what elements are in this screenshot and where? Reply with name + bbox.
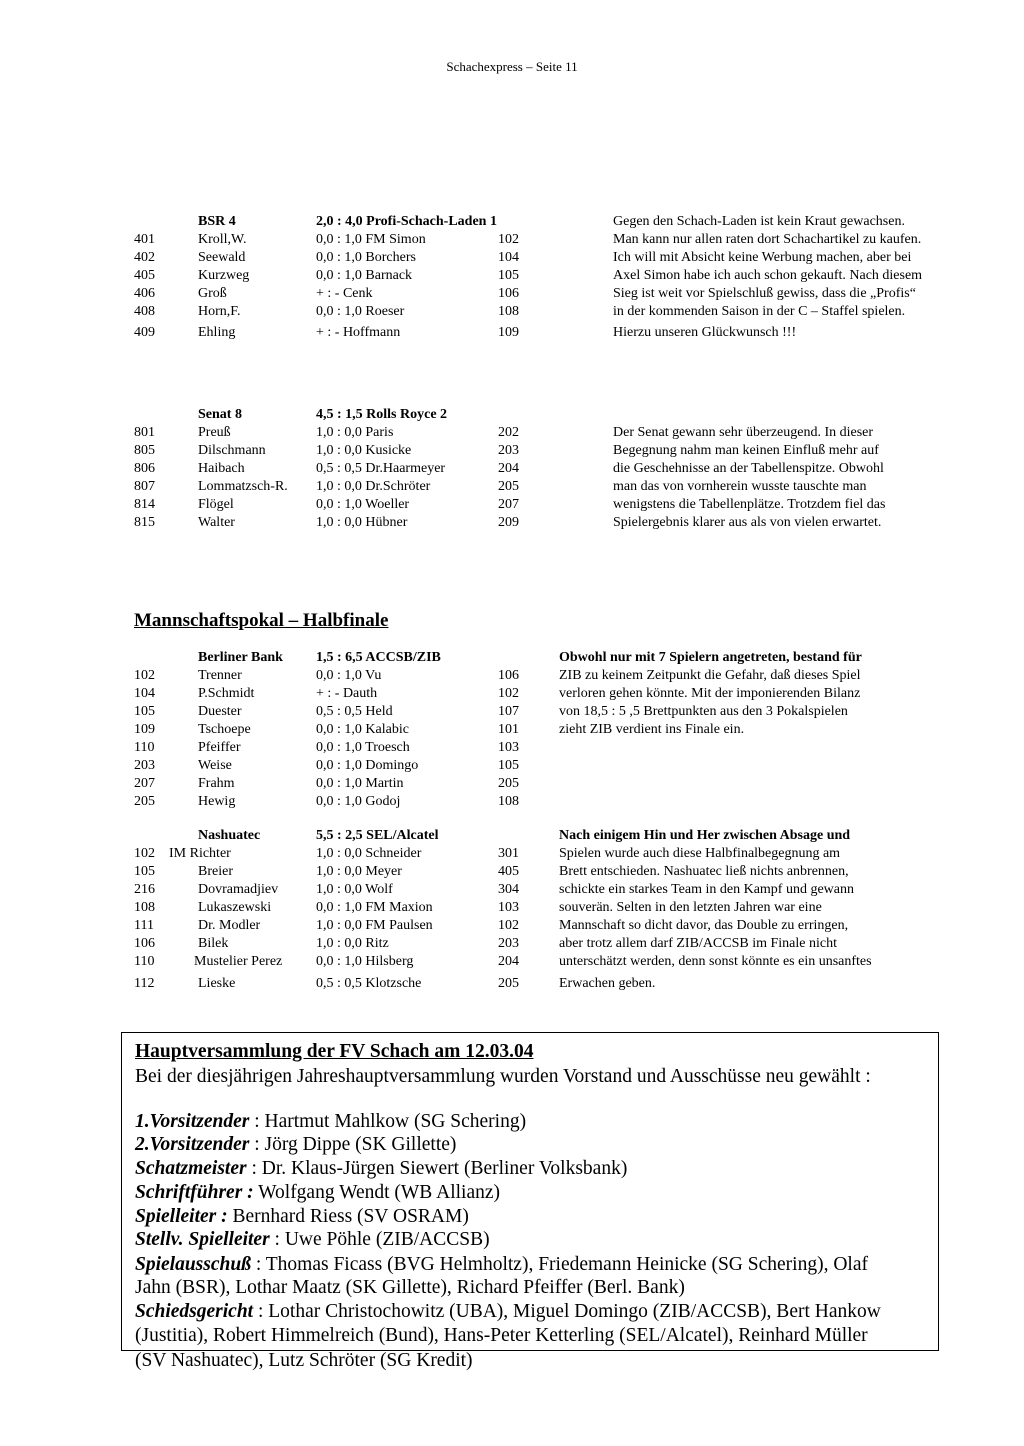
player-name: Lieske — [198, 976, 236, 991]
game-result: + : - Dauth — [316, 686, 378, 701]
opponent-board: 107 — [498, 704, 519, 719]
opponent-board: 203 — [498, 443, 519, 458]
officer-role: Schriftführer : — [135, 1182, 254, 1203]
game-result: 1,0 : 0,0 Wolf — [316, 882, 393, 897]
officer-line — [135, 1111, 526, 1133]
team-name: Senat 8 — [198, 407, 242, 422]
opponent-board: 106 — [498, 286, 519, 301]
opponent-board: 204 — [498, 461, 519, 476]
game-result: 0,0 : 1,0 Domingo — [316, 758, 419, 773]
opponent-board: 103 — [498, 900, 519, 915]
comment-line: die Geschehnisse an der Tabellenspitze. Obwohl — [613, 461, 884, 476]
comment-line: in der kommenden Saison in der C – Staffel spielen. — [613, 304, 906, 319]
comment-line: Begegnung nahm man keinen Einfluß mehr auf — [613, 443, 879, 458]
comment-line: Sieg ist weit vor Spielschluß gewiss, dass die „Profis“ — [613, 286, 916, 301]
officer-name: : Uwe Pöhle (ZIB/ACCSB) — [269, 1229, 490, 1250]
game-result: + : - Cenk — [316, 286, 373, 301]
board-number: 207 — [134, 776, 155, 791]
player-name: Groß — [198, 286, 227, 301]
match-result: 1,5 : 6,5 ACCSB/ZIB — [316, 650, 441, 665]
officer-name: (SV Nashuatec), Lutz Schröter (SG Kredit) — [135, 1350, 473, 1371]
comment-line: souverän. Selten in den letzten Jahren war eine — [559, 900, 822, 915]
game-result: 0,0 : 1,0 Vu — [316, 668, 382, 683]
officer-line — [135, 1301, 881, 1323]
officer-role: 1.Vorsitzender — [135, 1111, 250, 1132]
officer-name: : Jörg Dippe (SK Gillette) — [249, 1134, 457, 1155]
board-number: 110 — [134, 740, 155, 755]
board-number: 406 — [134, 286, 155, 301]
opponent-board: 205 — [498, 776, 519, 791]
game-result: 0,0 : 1,0 FM Maxion — [316, 900, 433, 915]
board-number: 106 — [134, 936, 155, 951]
board-number: 408 — [134, 304, 155, 319]
comment-line: Gegen den Schach-Laden ist kein Kraut gewachsen. — [613, 214, 905, 229]
player-name: Kroll,W. — [198, 232, 247, 247]
officer-role: Schiedsgericht — [135, 1301, 254, 1322]
player-name: Frahm — [198, 776, 235, 791]
opponent-board: 209 — [498, 515, 519, 530]
board-number: 102 — [134, 846, 155, 861]
opponent-board: 205 — [498, 479, 519, 494]
game-result: 0,0 : 1,0 Borchers — [316, 250, 416, 265]
game-result: 0,0 : 1,0 Barnack — [316, 268, 413, 283]
game-result: 0,0 : 1,0 FM Simon — [316, 232, 426, 247]
officer-role: 2.Vorsitzender — [135, 1134, 250, 1155]
player-name: Duester — [198, 704, 242, 719]
board-number: 815 — [134, 515, 155, 530]
opponent-board: 104 — [498, 250, 519, 265]
player-name: Hewig — [198, 794, 236, 809]
opponent-board: 205 — [498, 976, 519, 991]
board-number: 102 — [134, 668, 155, 683]
player-name: Ehling — [198, 325, 236, 340]
opponent-board: 108 — [498, 304, 519, 319]
team-name: Berliner Bank — [198, 650, 283, 665]
officer-line — [135, 1277, 685, 1299]
game-result: 1,0 : 0,0 Ritz — [316, 936, 389, 951]
officer-role: Spielausschuß — [135, 1254, 251, 1275]
page-header: Schachexpress – Seite 11 — [446, 59, 578, 74]
board-number: 402 — [134, 250, 155, 265]
board-number: 814 — [134, 497, 155, 512]
game-result: 0,0 : 1,0 Martin — [316, 776, 404, 791]
officer-line — [135, 1325, 868, 1347]
game-result: 0,0 : 1,0 Roeser — [316, 304, 405, 319]
player-name: Trenner — [198, 668, 242, 683]
opponent-board: 103 — [498, 740, 519, 755]
comment-line: Spielen wurde auch diese Halbfinalbegegnung am — [559, 846, 841, 861]
player-name: Haibach — [198, 461, 245, 476]
officer-name: Jahn (BSR), Lothar Maatz (SK Gillette), Richard Pfeiffer (Berl. Bank) — [135, 1277, 685, 1298]
board-number: 110 — [134, 954, 155, 969]
player-name: Weise — [198, 758, 232, 773]
comment-line: Axel Simon habe ich auch schon gekauft. Nach diesem — [613, 268, 923, 283]
comment-line: Man kann nur allen raten dort Schachartikel zu kaufen. — [613, 232, 922, 247]
opponent-board: 102 — [498, 232, 519, 247]
opponent-board: 106 — [498, 668, 519, 683]
officer-line — [135, 1350, 473, 1372]
player-name: Horn,F. — [198, 304, 241, 319]
board-number: 105 — [134, 704, 155, 719]
comment-line: Erwachen geben. — [559, 976, 656, 991]
player-name: Kurzweg — [198, 268, 250, 283]
game-result: 0,0 : 1,0 Woeller — [316, 497, 410, 512]
comment-line: aber trotz allem darf ZIB/ACCSB im Finale nicht — [559, 936, 837, 951]
team-name: BSR 4 — [198, 214, 236, 229]
comment-line: zieht ZIB verdient ins Finale ein. — [559, 722, 745, 737]
game-result: 1,0 : 0,0 Hübner — [316, 515, 408, 530]
officer-line — [135, 1158, 627, 1180]
board-number: 405 — [134, 268, 155, 283]
assembly-title: Hauptversammlung der FV Schach am 12.03.04 — [135, 1041, 534, 1062]
comment-heading: Nach einigem Hin und Her zwischen Absage und — [559, 828, 851, 843]
comment-line: Mannschaft so dicht davor, das Double zu erringen, — [559, 918, 849, 933]
board-number: 104 — [134, 686, 155, 701]
comment-line: schickte ein starkes Team in den Kampf und gewann — [559, 882, 855, 897]
board-number: 105 — [134, 864, 155, 879]
board-number: 203 — [134, 758, 155, 773]
officer-line — [135, 1206, 469, 1228]
assembly-intro: Bei der diesjährigen Jahreshauptversammlung wurden Vorstand und Ausschüsse neu gewählt : — [135, 1066, 871, 1087]
board-number: 109 — [134, 722, 155, 737]
game-result: 1,0 : 0,0 Kusicke — [316, 443, 412, 458]
player-name: Pfeiffer — [198, 740, 241, 755]
player-name: Dovramadjiev — [198, 882, 279, 897]
officer-name: : Thomas Ficass (BVG Helmholtz), Friedemann Heinicke (SG Schering), Olaf — [250, 1254, 868, 1275]
board-number: 806 — [134, 461, 155, 476]
player-name: P.Schmidt — [198, 686, 255, 701]
opponent-board: 202 — [498, 425, 519, 440]
officer-line — [135, 1134, 456, 1156]
player-name: Preuß — [198, 425, 231, 440]
officer-role: Schatzmeister — [135, 1158, 247, 1179]
opponent-board: 102 — [498, 686, 519, 701]
comment-line: verloren gehen könnte. Mit der imponierenden Bilanz — [559, 686, 861, 701]
board-number: 205 — [134, 794, 155, 809]
section-title: Mannschaftspokal – Halbfinale — [134, 610, 389, 631]
officer-line — [135, 1229, 490, 1251]
board-number: 216 — [134, 882, 155, 897]
opponent-board: 405 — [498, 864, 519, 879]
player-name: Mustelier Perez — [194, 954, 283, 969]
board-number: 401 — [134, 232, 155, 247]
officer-name: : Lothar Christochowitz (UBA), Miguel Domingo (ZIB/ACCSB), Bert Hankow — [253, 1301, 881, 1322]
board-number: 112 — [134, 976, 155, 991]
officer-line — [135, 1182, 500, 1204]
officer-name: : Dr. Klaus-Jürgen Siewert (Berliner Volksbank) — [246, 1158, 628, 1179]
player-name: Breier — [198, 864, 233, 879]
officer-name: : Hartmut Mahlkow (SG Schering) — [249, 1111, 527, 1132]
comment-line: wenigstens die Tabellenplätze. Trotzdem fiel das — [613, 497, 886, 512]
comment-line: unterschätzt werden, denn sonst könnte es ein unsanftes — [559, 954, 872, 969]
team-name: Nashuatec — [198, 828, 261, 843]
game-result: 0,0 : 1,0 Troesch — [316, 740, 410, 755]
player-name: IM Richter — [169, 846, 231, 861]
game-result: 0,0 : 1,0 Hilsberg — [316, 954, 414, 969]
officer-line — [135, 1254, 868, 1276]
game-result: 1,0 : 0,0 Paris — [316, 425, 394, 440]
opponent-board: 204 — [498, 954, 519, 969]
game-result: 1,0 : 0,0 Schneider — [316, 846, 422, 861]
match-result: 4,5 : 1,5 Rolls Royce 2 — [316, 407, 448, 422]
comment-line: Ich will mit Absicht keine Werbung machen, aber bei — [613, 250, 912, 265]
comment-line: man das von vornherein wusste tauschte man — [613, 479, 867, 494]
game-result: 0,0 : 1,0 Godoj — [316, 794, 401, 809]
comment-line: Hierzu unseren Glückwunsch !!! — [613, 325, 797, 340]
officer-role: Stellv. Spielleiter — [135, 1229, 270, 1250]
player-name: Seewald — [198, 250, 246, 265]
board-number: 801 — [134, 425, 155, 440]
player-name: Tschoepe — [198, 722, 251, 737]
comment-line: Spielergebnis klarer aus als von vielen erwartet. — [613, 515, 882, 530]
opponent-board: 105 — [498, 758, 519, 773]
game-result: 0,0 : 1,0 Kalabic — [316, 722, 409, 737]
player-name: Bilek — [198, 936, 229, 951]
game-result: 1,0 : 0,0 Dr.Schröter — [316, 479, 431, 494]
opponent-board: 105 — [498, 268, 519, 283]
opponent-board: 301 — [498, 846, 519, 861]
player-name: Dilschmann — [198, 443, 266, 458]
board-number: 108 — [134, 900, 155, 915]
match-result: 2,0 : 4,0 Profi-Schach-Laden 1 — [316, 214, 497, 229]
opponent-board: 109 — [498, 325, 519, 340]
officer-name: (Justitia), Robert Himmelreich (Bund), Hans-Peter Ketterling (SEL/Alcatel), Reinhard Müller — [135, 1325, 868, 1346]
board-number: 111 — [134, 918, 154, 933]
officer-name: Bernhard Riess (SV OSRAM) — [227, 1206, 469, 1227]
board-number: 805 — [134, 443, 155, 458]
game-result: 0,5 : 0,5 Klotzsche — [316, 976, 422, 991]
opponent-board: 207 — [498, 497, 519, 512]
game-result: 1,0 : 0,0 FM Paulsen — [316, 918, 433, 933]
match-result: 5,5 : 2,5 SEL/Alcatel — [316, 828, 439, 843]
board-number: 409 — [134, 325, 155, 340]
opponent-board: 304 — [498, 882, 519, 897]
comment-line: ZIB zu keinem Zeitpunkt die Gefahr, daß dieses Spiel — [559, 668, 861, 683]
player-name: Flögel — [198, 497, 234, 512]
game-result: 0,5 : 0,5 Held — [316, 704, 393, 719]
comment-line: von 18,5 : 5 ,5 Brettpunkten aus den 3 Pokalspielen — [559, 704, 848, 719]
comment-heading: Obwohl nur mit 7 Spielern angetreten, bestand für — [559, 650, 862, 665]
comment-line: Brett entschieden. Nashuatec ließ nichts anbrennen, — [559, 864, 849, 879]
player-name: Lukaszewski — [198, 900, 272, 915]
opponent-board: 108 — [498, 794, 519, 809]
opponent-board: 203 — [498, 936, 519, 951]
game-result: 0,5 : 0,5 Dr.Haarmeyer — [316, 461, 446, 476]
officer-role: Spielleiter : — [135, 1206, 228, 1227]
officer-name: Wolfgang Wendt (WB Allianz) — [253, 1182, 500, 1203]
board-number: 807 — [134, 479, 155, 494]
opponent-board: 102 — [498, 918, 519, 933]
player-name: Lommatzsch-R. — [198, 479, 288, 494]
player-name: Walter — [198, 515, 235, 530]
player-name: Dr. Modler — [198, 918, 261, 933]
game-result: 1,0 : 0,0 Meyer — [316, 864, 402, 879]
game-result: + : - Hoffmann — [316, 325, 401, 340]
opponent-board: 101 — [498, 722, 519, 737]
comment-line: Der Senat gewann sehr überzeugend. In dieser — [613, 425, 874, 440]
